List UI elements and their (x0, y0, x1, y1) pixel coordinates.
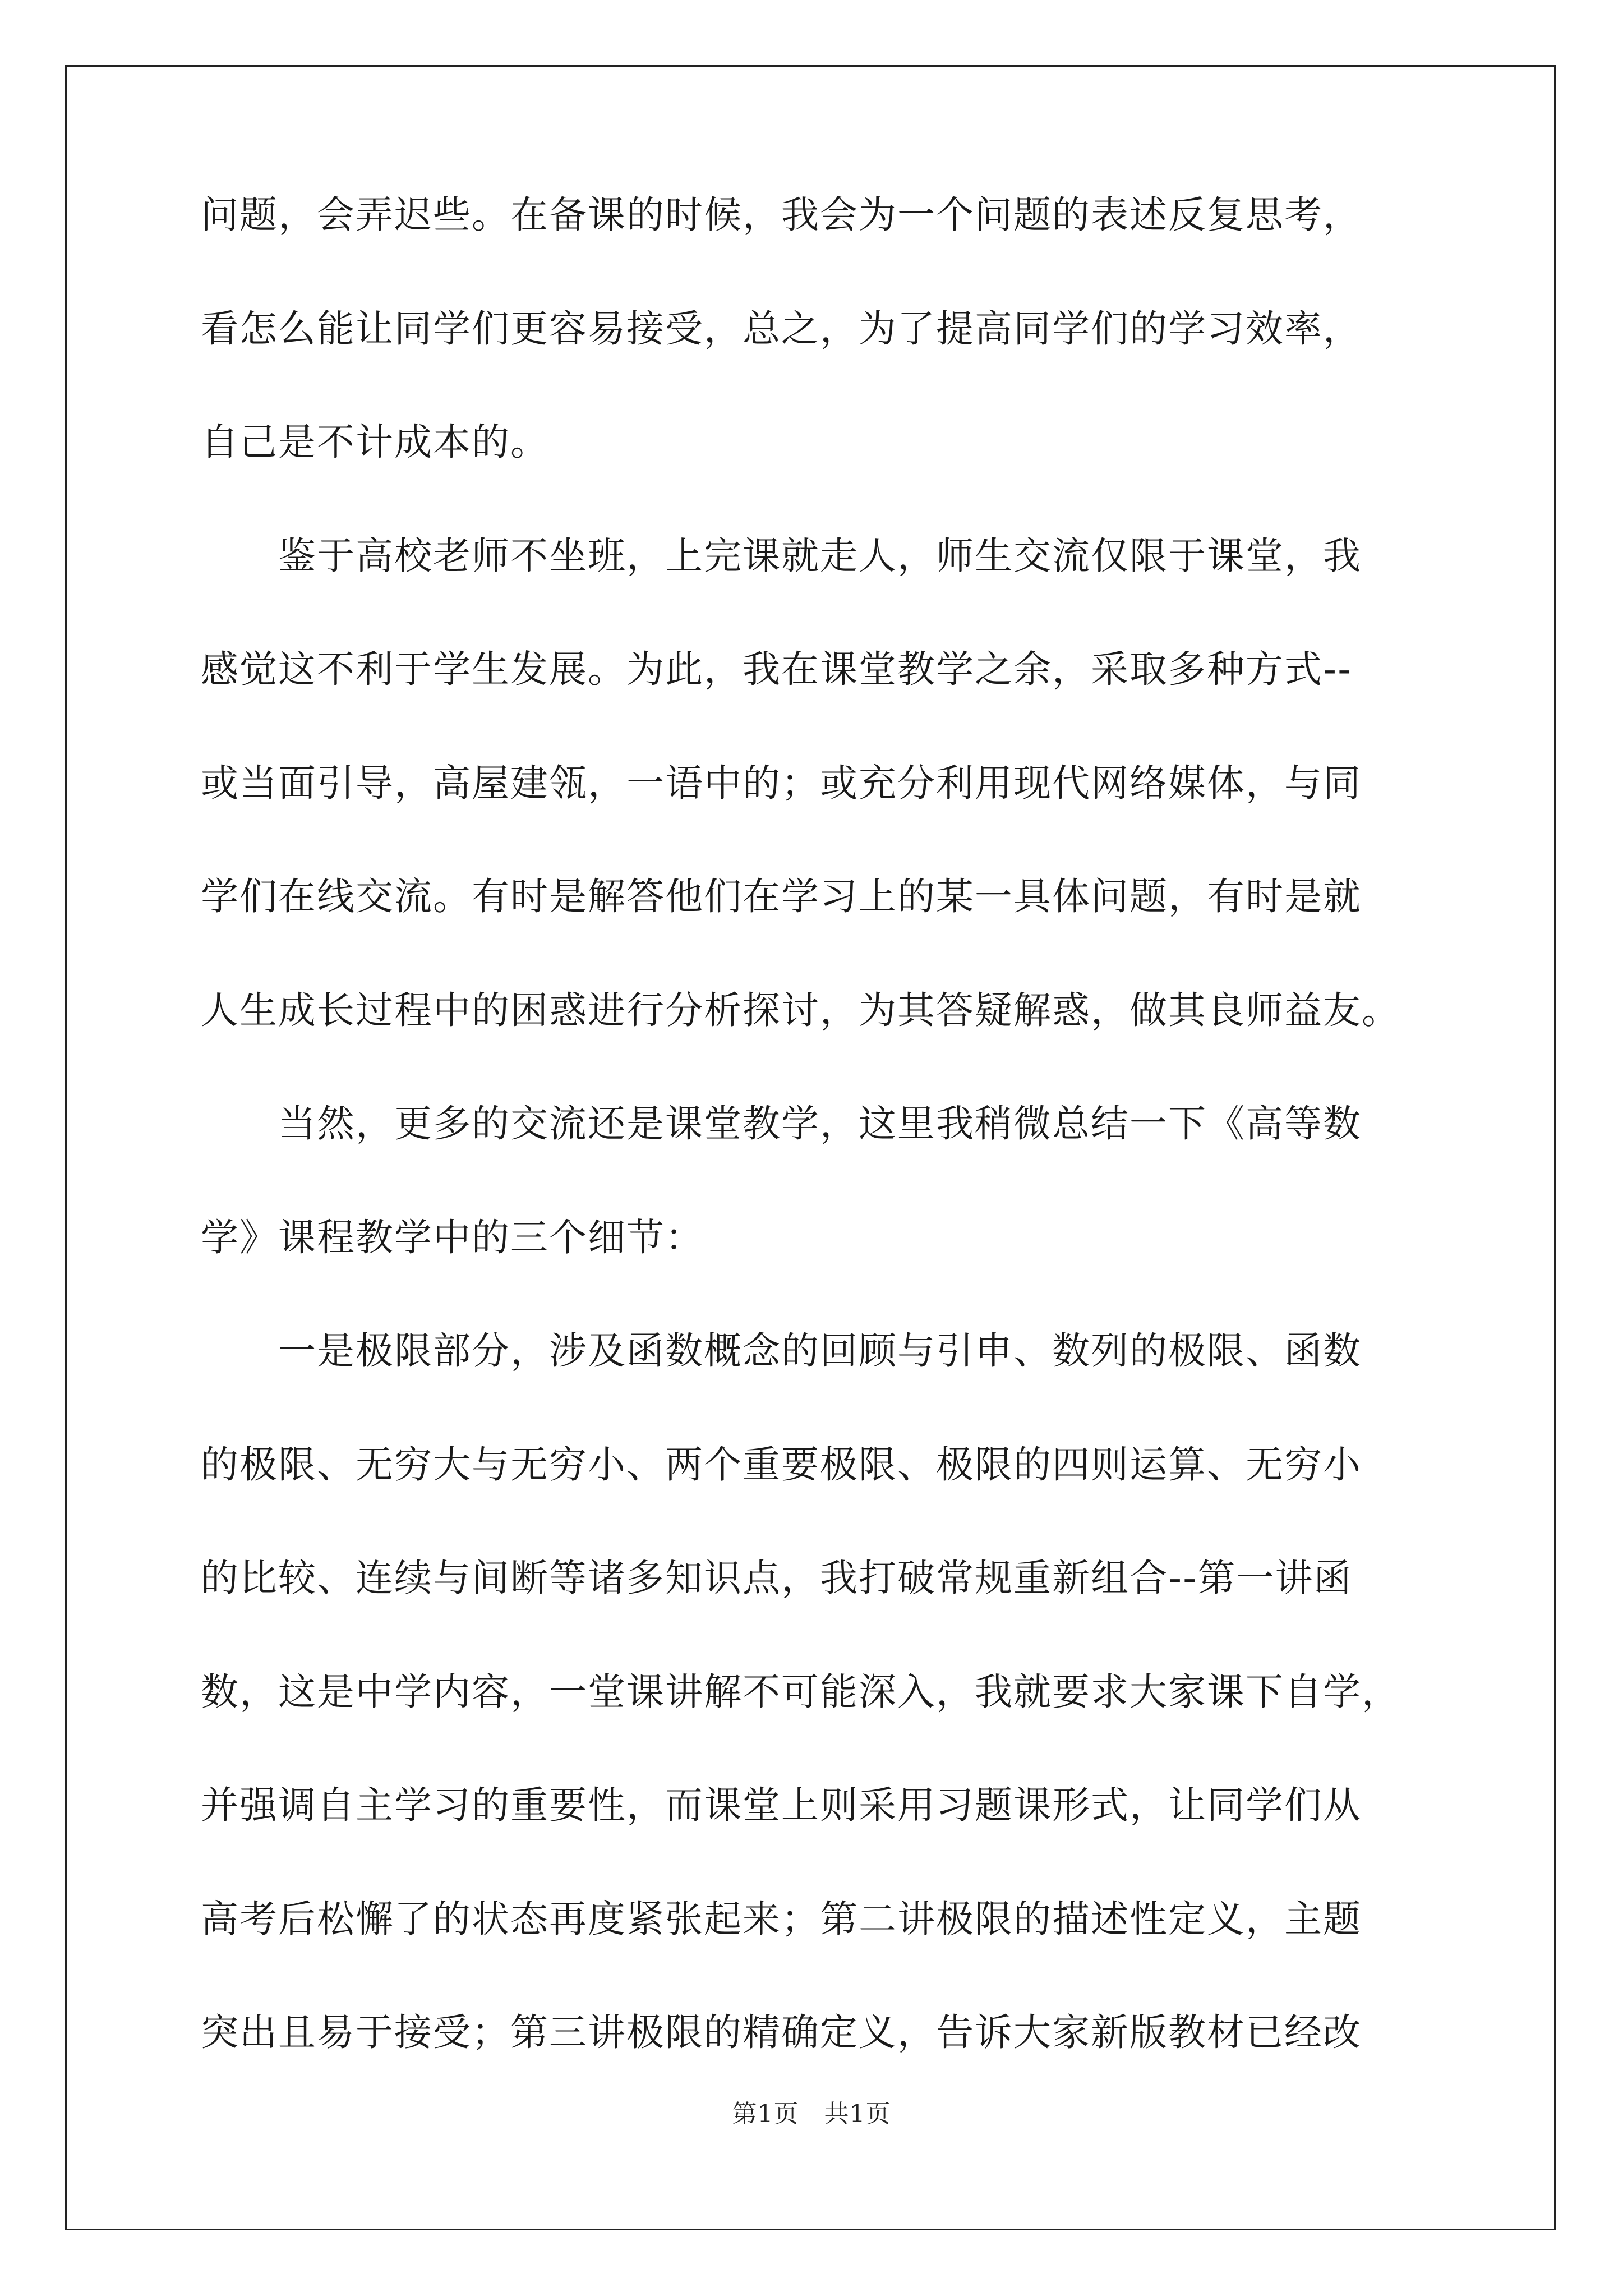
text-line: 问题，会弄迟些。在备课的时候，我会为一个问题的表述反复思考， (201, 193, 1362, 237)
text-line: 感觉这不利于学生发展。为此，我在课堂教学之余，采取多种方式-- (201, 647, 1353, 691)
text-line: 数，这是中学内容，一堂课讲解不可能深入，我就要求大家课下自学， (201, 1669, 1400, 1714)
text-line: 一是极限部分，涉及函数概念的回顾与引申、数列的极限、函数 (201, 1329, 1362, 1373)
text-line: 看怎么能让同学们更容易接受，总之，为了提高同学们的学习效率， (201, 306, 1362, 351)
text-line: 人生成长过程中的困惑进行分析探讨，为其答疑解惑，做其良师益友。 (201, 988, 1400, 1032)
text-line: 学》课程教学中的三个细节： (201, 1215, 704, 1259)
text-line: 高考后松懈了的状态再度紧张起来；第二讲极限的描述性定义，主题 (201, 1897, 1362, 1941)
page-number-footer: 第1页 共1页 (732, 2100, 891, 2128)
text-line: 学们在线交流。有时是解答他们在学习上的某一具体问题，有时是就 (201, 875, 1362, 918)
text-line: 并强调自主学习的重要性，而课堂上则采用习题课形式，让同学们从 (201, 1783, 1362, 1827)
document-body (201, 193, 1435, 2128)
text-line: 突出且易于接受；第三讲极限的精确定义，告诉大家新版教材已经改 (201, 2010, 1362, 2054)
text-line: 当然，更多的交流还是课堂教学，这里我稍微总结一下《高等数 (201, 1102, 1362, 1145)
text-line: 鉴于高校老师不坐班，上完课就走人，师生交流仅限于课堂，我 (201, 533, 1362, 578)
text-line: 的极限、无穷大与无穷小、两个重要极限、极限的四则运算、无穷小 (201, 1442, 1362, 1487)
text-line: 或当面引导，高屋建瓴，一语中的；或充分利用现代网络媒体，与同 (201, 761, 1362, 805)
text-line: 自己是不计成本的。 (201, 420, 549, 464)
text-line: 的比较、连续与间断等诸多知识点，我打破常规重新组合--第一讲函 (201, 1556, 1353, 1600)
